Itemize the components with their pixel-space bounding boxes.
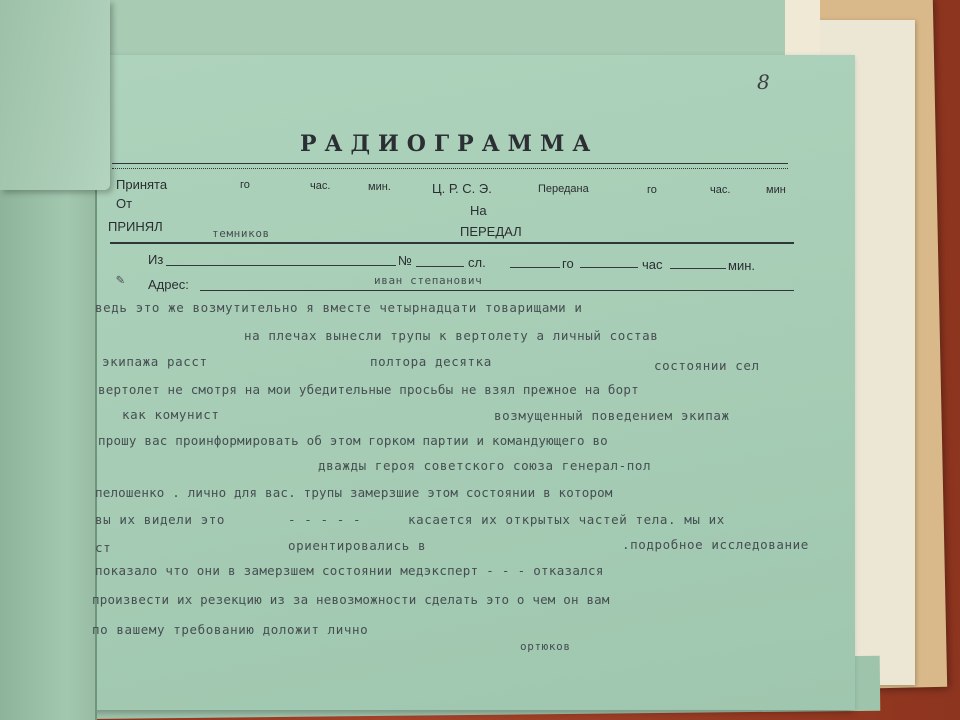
body-line-3a: экипажа расст bbox=[102, 354, 208, 369]
body-line-3b: полтора десятка bbox=[370, 354, 492, 369]
label-ot: От bbox=[116, 196, 133, 211]
body-line-9b: - - - - - bbox=[288, 512, 362, 527]
label-na: На bbox=[470, 203, 487, 218]
field-no bbox=[416, 266, 464, 267]
body-line-5b: возмущенный поведением экипаж bbox=[494, 408, 730, 423]
label-chas: час. bbox=[310, 180, 331, 192]
body-line-11: показало что они в замерзшем состоянии медэксперт - - - отказался bbox=[95, 563, 604, 578]
body-line-3c: состоянии сел bbox=[654, 358, 760, 373]
label-chas-row4: час bbox=[642, 257, 663, 272]
label-chas-2: час. bbox=[710, 184, 731, 196]
label-go-2: го bbox=[647, 184, 657, 196]
form-title: РАДИОГРАММА bbox=[300, 131, 599, 157]
hand-mark-icon: ✎ bbox=[116, 272, 125, 288]
body-line-8: пелошенко . лично для вас. трупы замерзшие этом состоянии в котором bbox=[95, 485, 613, 500]
label-go: го bbox=[240, 179, 250, 191]
label-min: мин. bbox=[368, 181, 391, 193]
body-line-7: дважды героя советского союза генерал-пол bbox=[318, 458, 652, 473]
label-prinyal: ПРИНЯЛ bbox=[108, 219, 163, 234]
label-adres: Адрес: bbox=[148, 277, 189, 292]
folded-leaf bbox=[0, 0, 110, 190]
label-sl: сл. bbox=[468, 255, 486, 270]
field-go bbox=[580, 267, 638, 268]
label-go-row4: го bbox=[562, 256, 574, 271]
header-rule-bottom bbox=[110, 242, 794, 244]
signature-typed: ортюков bbox=[520, 640, 571, 653]
body-line-9a: вы их видели это bbox=[95, 512, 226, 527]
field-chas bbox=[670, 268, 726, 269]
body-line-9c: касается их открытых частей тела. мы их bbox=[408, 512, 725, 527]
binding-edge bbox=[0, 160, 97, 720]
label-peredal: ПЕРЕДАЛ bbox=[460, 224, 522, 239]
adres-value: иван степанович bbox=[374, 274, 483, 287]
prinyal-value: темников bbox=[212, 227, 270, 240]
label-min-row4: мин. bbox=[728, 258, 755, 273]
body-line-10a: ст bbox=[95, 540, 112, 555]
label-peredana: Передана bbox=[538, 183, 589, 195]
body-line-10b: ориентировались в bbox=[288, 538, 427, 553]
label-tsrse: Ц. Р. С. Э. bbox=[432, 181, 492, 196]
body-line-4: вертолет не смотря на мои убедительные просьбы не взял прежное на борт bbox=[98, 382, 639, 397]
header-rule-dotted bbox=[112, 168, 788, 169]
header-rule-top bbox=[112, 163, 788, 164]
address-rule bbox=[200, 290, 794, 291]
body-line-5a: как комунист bbox=[122, 407, 220, 422]
label-prinyata: Принята bbox=[116, 177, 168, 192]
body-line-6: прошу вас проинформировать об этом горком партии и командующего во bbox=[98, 433, 608, 448]
body-line-13: по вашему требованию доложит лично bbox=[92, 622, 369, 637]
body-line-12: произвести их резекцию из за невозможности сделать это о чем он вам bbox=[92, 592, 610, 607]
field-iz bbox=[166, 265, 396, 266]
label-iz: Из bbox=[148, 252, 164, 267]
page-number: 8 bbox=[757, 70, 770, 94]
body-line-10c: .подробное исследование bbox=[622, 537, 809, 552]
body-line-2: на плечах вынесли трупы к вертолету а личный состав bbox=[244, 328, 659, 343]
label-min-2: мин bbox=[766, 184, 786, 196]
label-no: № bbox=[398, 253, 412, 268]
body-line-1: ведь это же возмутительно я вместе четырнадцати товарищами и bbox=[95, 300, 583, 315]
field-sl bbox=[510, 267, 560, 268]
